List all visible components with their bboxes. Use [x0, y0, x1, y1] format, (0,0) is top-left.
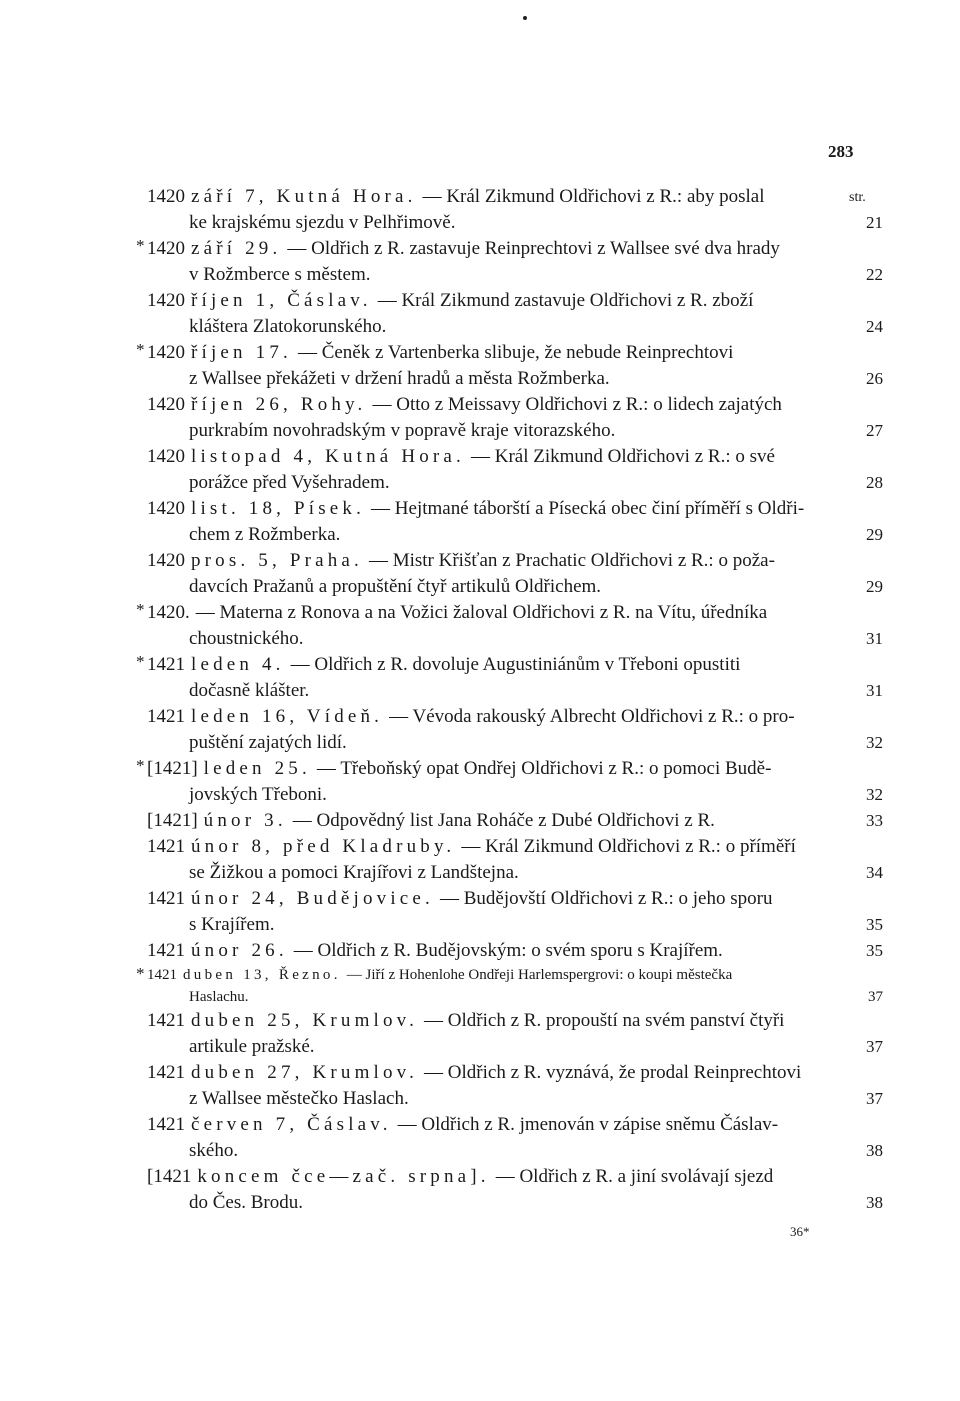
entry-date: září 7, Kutná Hora.	[191, 186, 417, 207]
regest-entry	[147, 834, 883, 886]
entry-text: artikule pražské.	[189, 1036, 315, 1057]
entry-continuation-line	[147, 860, 813, 886]
regest-entry	[136, 652, 883, 704]
entry-year: 1420	[147, 238, 185, 259]
entry-text: — Mistr Křišťan z Prachatic Oldřichovi z R.: o poža-	[368, 550, 775, 571]
entry-text: kláštera Zlatokorunského.	[189, 316, 387, 337]
entry-page-ref: 37	[868, 989, 883, 1005]
entry-continuation-line	[147, 1138, 813, 1164]
entry-first-line	[147, 184, 813, 210]
entry-text: — Oldřich z R. zastavuje Reinprechtovi z Wallsee své dva hrady	[287, 238, 780, 259]
entry-continuation-line	[147, 1086, 813, 1112]
entry-text: do Čes. Brodu.	[189, 1192, 303, 1213]
entry-text: — Otto z Meissavy Oldřichovi z R.: o lidech zajatých	[372, 394, 782, 415]
entry-date: červen 7, Čáslav.	[191, 1114, 392, 1135]
regest-entry	[136, 236, 883, 288]
entry-continuation-line	[147, 782, 813, 808]
regest-entry	[147, 1060, 883, 1112]
entry-continuation-line	[147, 366, 813, 392]
entry-text: ského.	[189, 1140, 239, 1161]
entry-first-line	[147, 1112, 813, 1138]
entry-text: — Materna z Ronova a na Vožici žaloval Oldřichovi z R. na Vítu, úředníka	[195, 602, 768, 623]
entry-text: se Žižkou a pomoci Krajířovi z Landštejna.	[189, 862, 519, 883]
regest-entry	[136, 964, 883, 1008]
ink-dot	[523, 16, 527, 20]
entry-continuation-line	[147, 574, 813, 600]
entry-text: — Odpovědný list Jana Roháče z Dubé Oldřichovi z R.	[292, 810, 715, 831]
entry-continuation-line	[147, 678, 813, 704]
entry-text: choustnického.	[189, 628, 304, 649]
entry-first-line	[147, 600, 813, 626]
entry-year: 1420.	[147, 602, 190, 623]
entry-date: leden 25.	[203, 758, 311, 779]
regest-entry	[147, 496, 883, 548]
entry-text: ke krajskému sjezdu v Pelhřimově.	[189, 212, 456, 233]
entry-text: — Oldřich z R. a jiní svolávají sjezd	[495, 1166, 774, 1187]
entry-date: únor 3.	[203, 810, 287, 831]
entry-page-ref: 31	[866, 629, 883, 648]
regest-entry	[147, 886, 883, 938]
regest-entry	[147, 808, 883, 834]
entry-text: — Král Zikmund Oldřichovi z R.: aby poslal	[422, 186, 765, 207]
entry-date: list. 18, Písek.	[191, 498, 366, 519]
entry-text: — Jiří z Hohenlohe Ondřeji Harlemspergrovi: o koupi městečka	[346, 967, 733, 983]
regest-entry	[147, 938, 883, 964]
entry-first-line	[147, 1060, 813, 1086]
entry-year: 1421	[147, 706, 185, 727]
entry-page-ref: 35	[866, 941, 883, 960]
entry-year: 1420	[147, 342, 185, 363]
entry-first-line	[147, 288, 813, 314]
regest-entry	[147, 704, 883, 756]
regest-entry	[147, 548, 883, 600]
entry-page-ref: 29	[866, 577, 883, 596]
signature-mark: 36*	[790, 1224, 810, 1239]
entry-continuation-line	[147, 262, 813, 288]
entry-first-line	[147, 964, 813, 986]
entry-date: leden 16, Vídeň.	[191, 706, 384, 727]
entry-first-line	[147, 1164, 813, 1190]
entry-text: porážce před Vyšehradem.	[189, 472, 390, 493]
entry-year: [1421]	[147, 758, 198, 779]
entry-year: 1420	[147, 290, 185, 311]
entry-page-ref: 28	[866, 473, 883, 492]
entry-page-ref: 24	[866, 317, 883, 336]
entry-page-ref: 37	[866, 1037, 883, 1056]
entry-first-line	[147, 340, 813, 366]
regest-entry	[147, 1008, 883, 1060]
entry-page-ref: 21	[866, 213, 883, 232]
entry-text: — Král Zikmund zastavuje Oldřichovi z R. zboží	[377, 290, 754, 311]
entry-first-line	[147, 496, 813, 522]
entry-first-line	[147, 1008, 813, 1034]
entry-year: 1421	[147, 1010, 185, 1031]
entry-continuation-line	[147, 522, 813, 548]
page-column-label: str.	[849, 190, 866, 205]
entry-page-ref: 32	[866, 733, 883, 752]
entry-continuation-line	[147, 730, 813, 756]
entry-continuation-line	[147, 626, 813, 652]
entry-page-ref: 26	[866, 369, 883, 388]
entry-text: — Hejtmané táborští a Písecká obec činí příměří s Oldři-	[371, 498, 805, 519]
entry-continuation-line	[147, 986, 813, 1008]
regest-entry	[147, 1112, 883, 1164]
entry-date: pros. 5, Praha.	[191, 550, 363, 571]
regest-entry	[147, 1164, 883, 1216]
entry-first-line	[147, 704, 813, 730]
regest-entry	[147, 392, 883, 444]
entry-year: 1421	[147, 888, 185, 909]
entry-date: únor 24, Budějovice.	[191, 888, 434, 909]
entry-first-line	[147, 392, 813, 418]
entry-first-line	[147, 444, 813, 470]
regest-entry	[147, 444, 883, 496]
entry-text: z Wallsee městečko Haslach.	[189, 1088, 409, 1109]
entry-year: 1421	[147, 654, 185, 675]
entry-continuation-line	[147, 470, 813, 496]
entry-text: — Oldřich z R. Budějovským: o svém sporu s Krajířem.	[293, 940, 723, 961]
entry-text: z Wallsee překážeti v držení hradů a města Rožmberka.	[189, 368, 610, 389]
regest-list	[0, 184, 960, 1216]
entry-page-ref: 35	[866, 915, 883, 934]
entry-year: 1421	[147, 1114, 185, 1135]
entry-continuation-line	[147, 912, 813, 938]
entry-date: listopad 4, Kutná Hora.	[191, 446, 465, 467]
entry-year: 1421	[147, 836, 185, 857]
entry-year: 1421	[147, 1062, 185, 1083]
entry-date: únor 26.	[191, 940, 288, 961]
entry-first-line	[147, 236, 813, 262]
entry-text: — Budějovští Oldřichovi z R.: o jeho sporu	[439, 888, 773, 909]
entry-page-ref: 22	[866, 265, 883, 284]
entry-first-line	[147, 834, 813, 860]
entry-text: puštění zajatých lidí.	[189, 732, 347, 753]
entry-page-ref: 27	[866, 421, 883, 440]
entry-marker: *	[136, 236, 145, 255]
entry-year: 1420	[147, 394, 185, 415]
entry-date: duben 25, Krumlov.	[191, 1010, 419, 1031]
entry-text: — Král Zikmund Oldřichovi z R.: o příměří	[461, 836, 796, 857]
entry-continuation-line	[147, 418, 813, 444]
regest-entry	[147, 288, 883, 340]
entry-date: koncem čce—zač. srpna].	[197, 1166, 490, 1187]
entry-date: říjen 1, Čáslav.	[191, 290, 372, 311]
entry-page-ref: 38	[866, 1141, 883, 1160]
entry-text: dočasně klášter.	[189, 680, 310, 701]
entry-page-ref: 34	[866, 863, 883, 882]
entry-first-line	[147, 938, 813, 964]
entry-continuation-line	[147, 210, 813, 236]
entry-page-ref: 33	[866, 811, 883, 830]
entry-date: duben 13, Řezno.	[183, 967, 341, 983]
entry-year: 1420	[147, 550, 185, 571]
entry-continuation-line	[147, 1190, 813, 1216]
entry-marker: *	[136, 340, 145, 359]
entry-date: leden 4.	[191, 654, 285, 675]
entry-date: říjen 17.	[191, 342, 292, 363]
entry-year: 1421	[147, 940, 185, 961]
entry-first-line	[147, 808, 813, 834]
entry-page-ref: 38	[866, 1193, 883, 1212]
entry-year: [1421]	[147, 810, 198, 831]
entry-text: — Oldřich z R. dovoluje Augustiniánům v Třeboni opustiti	[290, 654, 741, 675]
entry-text: Haslachu.	[189, 989, 249, 1005]
entry-text: jovských Třeboni.	[189, 784, 327, 805]
entry-marker: *	[136, 964, 145, 983]
entry-page-ref: 29	[866, 525, 883, 544]
entry-continuation-line	[147, 1034, 813, 1060]
entry-text: — Oldřich z R. jmenován v zápise sněmu Čáslav-	[397, 1114, 779, 1135]
entry-marker: *	[136, 600, 145, 619]
entry-page-ref: 37	[866, 1089, 883, 1108]
entry-text: v Rožmberce s městem.	[189, 264, 371, 285]
entry-text: — Vévoda rakouský Albrecht Oldřichovi z R.: o pro-	[389, 706, 795, 727]
entry-first-line	[147, 886, 813, 912]
regest-entry	[136, 756, 883, 808]
entry-first-line	[147, 652, 813, 678]
entry-text: purkrabím novohradským v popravě kraje vitorazského.	[189, 420, 616, 441]
entry-text: — Král Zikmund Oldřichovi z R.: o své	[470, 446, 775, 467]
entry-text: chem z Rožmberka.	[189, 524, 341, 545]
entry-first-line	[147, 548, 813, 574]
entry-page-ref: 32	[866, 785, 883, 804]
entry-year: 1420	[147, 446, 185, 467]
entry-marker: *	[136, 652, 145, 671]
entry-page-ref: 31	[866, 681, 883, 700]
page-number: 283	[828, 142, 854, 161]
entry-text: davcích Pražanů a propuštění čtyř artikulů Oldřichem.	[189, 576, 602, 597]
entry-first-line	[147, 756, 813, 782]
entry-text: — Čeněk z Vartenberka slibuje, že nebude Reinprechtovi	[297, 342, 734, 363]
entry-text: — Oldřich z R. propouští na svém panství čtyři	[424, 1010, 785, 1031]
entry-continuation-line	[147, 314, 813, 340]
entry-year: 1420	[147, 498, 185, 519]
entry-text: — Oldřich z R. vyznává, že prodal Reinprechtovi	[424, 1062, 802, 1083]
entry-year: 1421	[147, 967, 177, 983]
entry-date: září 29.	[191, 238, 282, 259]
regest-entry	[136, 600, 883, 652]
entry-year: 1420	[147, 186, 185, 207]
entry-year: [1421	[147, 1166, 192, 1187]
entry-text: s Krajířem.	[189, 914, 275, 935]
entry-date: říjen 26, Rohy.	[191, 394, 367, 415]
entry-date: únor 8, před Kladruby.	[191, 836, 456, 857]
entry-marker: *	[136, 756, 145, 775]
entry-date: duben 27, Krumlov.	[191, 1062, 419, 1083]
regest-entry	[136, 340, 883, 392]
entry-text: — Třeboňský opat Ondřej Oldřichovi z R.: o pomoci Budě-	[316, 758, 772, 779]
